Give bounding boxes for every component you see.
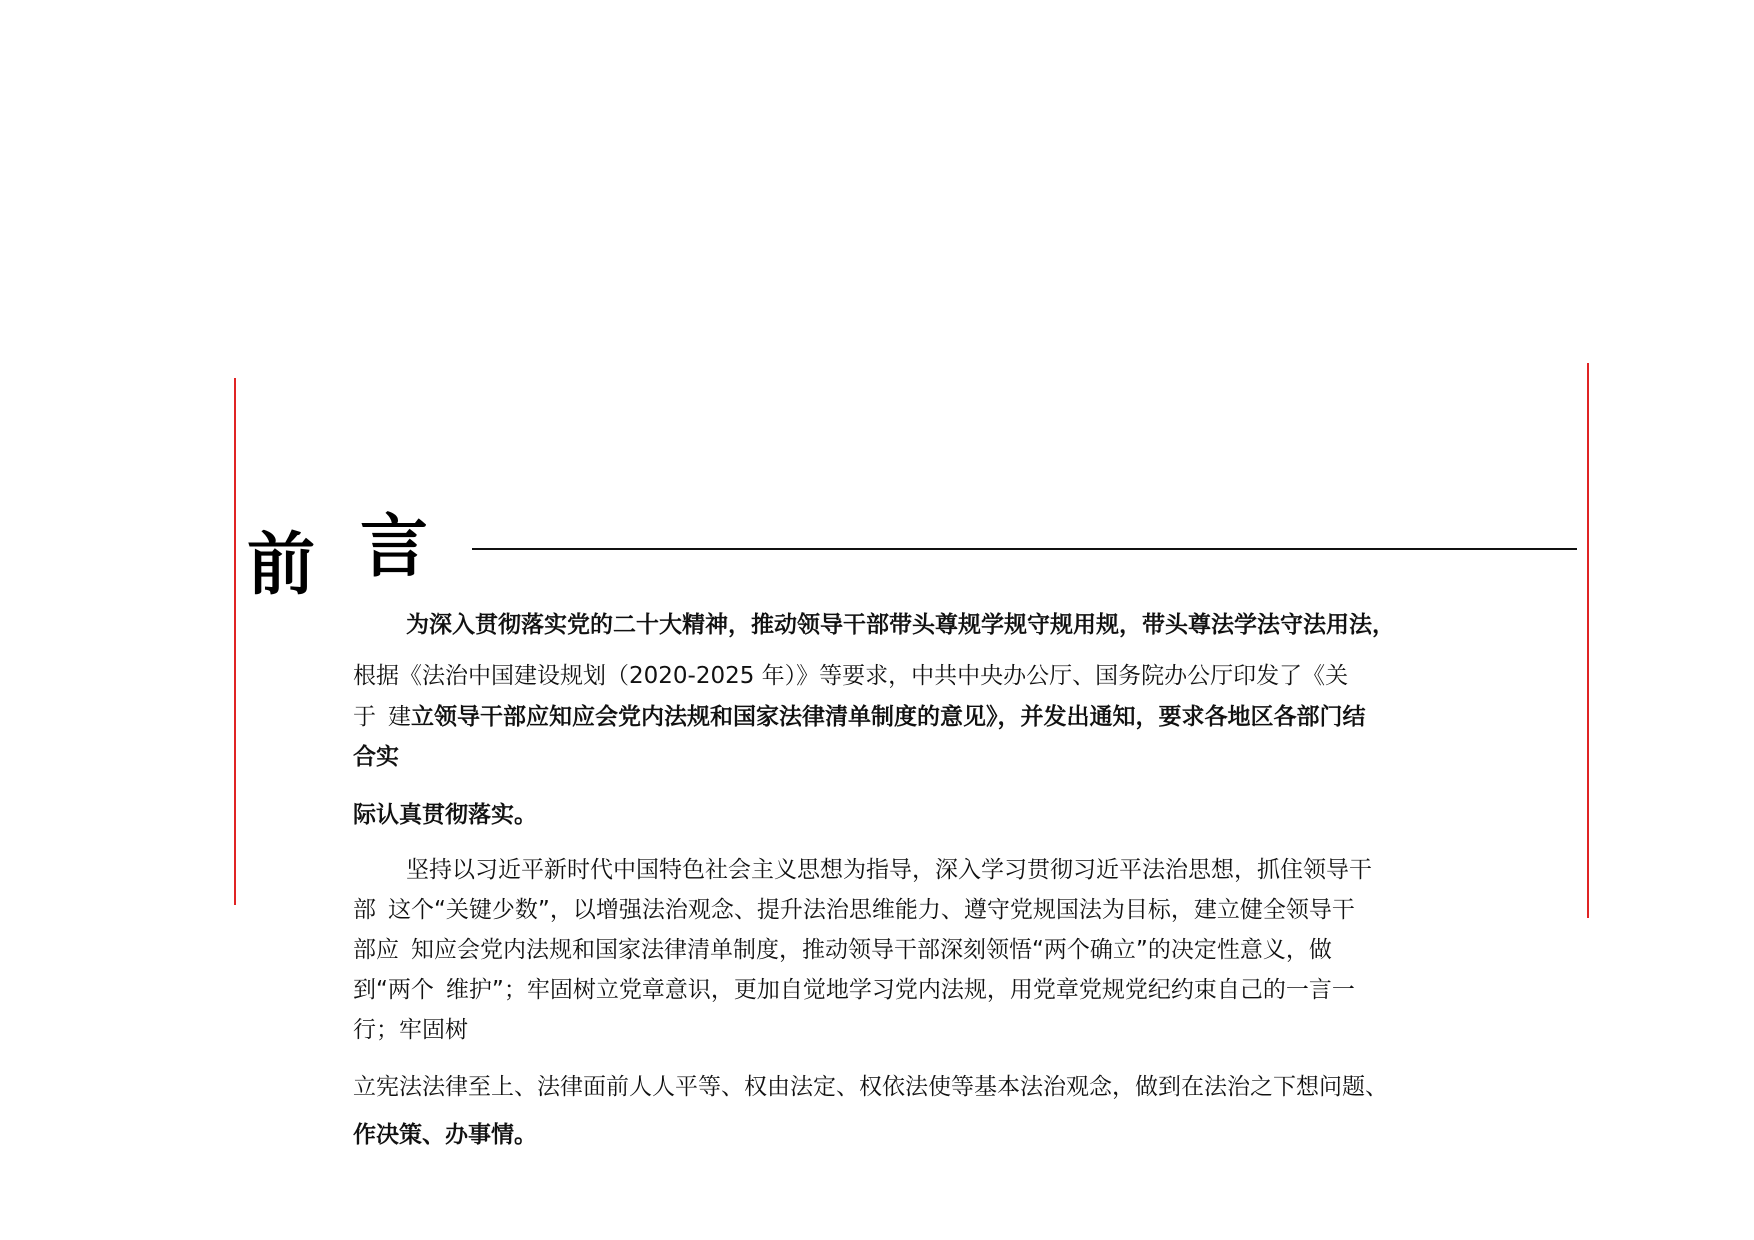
paragraph-2-line-7: 作决策、办事情。 bbox=[353, 1122, 537, 1148]
paragraph-2-line-4-prefix: 到“两个 bbox=[353, 977, 434, 1003]
paragraph-2-line-5: 行；牢固树 bbox=[353, 1017, 468, 1043]
paragraph-2-line-6: 立宪法法律至上、法律面前人人平等、权由法定、权依法使等基本法治观念，做到在法治之下想问题、 bbox=[353, 1074, 1388, 1100]
right-red-margin-rule bbox=[1587, 363, 1589, 918]
paragraph-2-line-2-rest: 这个“关键少数”，以增强法治观念、提升法治思维能力、遵守党规国法为目标，建立健全领导干 bbox=[388, 897, 1355, 923]
paragraph-2-line-3-prefix: 部应 bbox=[353, 937, 399, 963]
paragraph-1-line-2: 根据《法治中国建设规划（2020-2025 年）》等要求，中共中央办公厅、国务院办公厅印发了《关 bbox=[353, 663, 1349, 689]
paragraph-1-line-3-mid: 建 bbox=[388, 704, 411, 730]
page-title-char-2: 言 bbox=[360, 508, 429, 587]
page-title-char-1: 前 bbox=[247, 526, 316, 605]
paragraph-2-line-2-prefix: 部 bbox=[353, 897, 376, 923]
paragraph-1-line-1: 为深入贯彻落实党的二十大精神，推动领导干部带头尊规学规守规用规，带头尊法学法守法用法， bbox=[406, 612, 1395, 638]
paragraph-2-line-3-rest: 知应会党内法规和国家法律清单制度，推动领导干部深刻领悟“两个确立”的决定性意义，做 bbox=[411, 937, 1332, 963]
paragraph-1-line-3-prefix: 于 bbox=[353, 704, 376, 730]
paragraph-2-line-3 bbox=[353, 936, 1332, 964]
paragraph-2-line-1: 坚持以习近平新时代中国特色社会主义思想为指导，深入学习贯彻习近平法治思想，抓住领导干 bbox=[406, 857, 1372, 883]
paragraph-2-line-2 bbox=[353, 896, 1355, 924]
paragraph-2-line-4-rest: 维护”；牢固树立党章意识，更加自觉地学习党内法规，用党章党规党纪约束自己的一言一 bbox=[445, 977, 1355, 1003]
title-underline-rule bbox=[472, 548, 1577, 550]
paragraph-1-line-3-bold: 立领导干部应知应会党内法规和国家法律清单制度的意见》，并发出通知，要求各地区各部门结 bbox=[411, 704, 1366, 730]
left-red-margin-rule bbox=[234, 378, 236, 905]
paragraph-1-line-5: 际认真贯彻落实。 bbox=[353, 802, 537, 828]
paragraph-2-line-4 bbox=[353, 976, 1355, 1004]
paragraph-1-line-3 bbox=[353, 703, 1366, 731]
paragraph-1-line-4: 合实 bbox=[353, 744, 399, 770]
